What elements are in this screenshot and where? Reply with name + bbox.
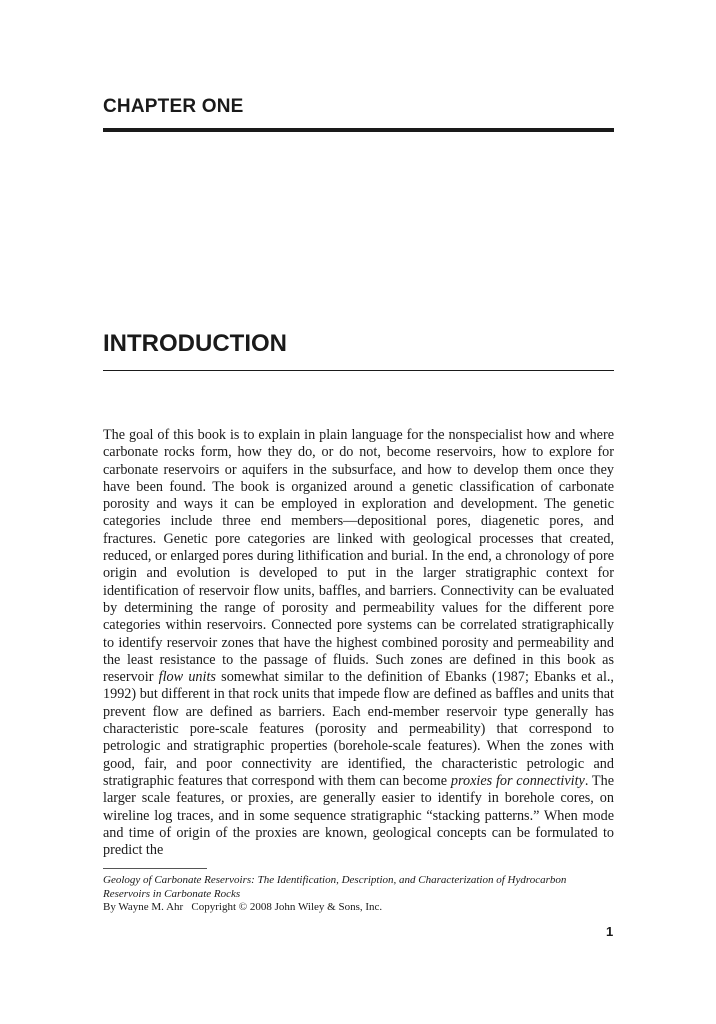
footnote [103, 874, 614, 915]
chapter-title: INTRODUCTION [103, 330, 287, 357]
footnote-book-title: Geology of Carbonate Reservoirs: The Identification, Description, and Characterization of Hydrocarbon Reservoirs in Carbonate Rocks [103, 874, 567, 900]
term-flow-units: flow units [158, 669, 216, 686]
term-proxies-for-connectivity: proxies for connectivity [450, 772, 585, 789]
footnote-credit: By Wayne M. Ahr Copyright © 2008 John Wiley & Sons, Inc. [103, 901, 383, 913]
page-number: 1 [606, 924, 614, 939]
body-text-part-2: somewhat similar to the definition of Ebanks (1987; Ebanks et al., 1992) but different in that rock units that impede flow are defined as baffles and units that prevent flow are defined as barriers. Each end-member reservoir type generally has characteristic pore-scale features (porosity and permeability) that correspond to petrologic and stratigraphic properties (borehole-scale features). When the zones with good, fair, and poor connectivity are identified, the characteristic petrologic and stratigraphic features that correspond with them can become [103, 669, 614, 789]
body-text-part-1: The goal of this book is to explain in plain language for the nonspecialist how and where carbonate rocks form, how they do, or do not, become reservoirs, how to explore for carbonate reservoirs or aquifers in the subsurface, and how to develop them once they have been found. The book is organized around a genetic classification of carbonate porosity and ways it can be employed in exploration and development. The genetic categories include three end members—depositional pores, diagenetic pores, and fractures. Genetic pore categories are linked with geological processes that created, reduced, or enlarged pores during lithification and burial. In the end, a chronology of pore origin and evolution is developed to put in the larger stratigraphic context for identification of reservoir flow units, baffles, and barriers. Connectivity can be evaluated by determining the range of porosity and permeability values for the different pore categories within reservoirs. Connected pore systems can be correlated stratigraphically to identify reservoir zones that have the highest combined porosity and permeability and the least resistance to the passage of fluids. Such zones are defined in this book as reservoir [103, 427, 614, 686]
body-text-part-3: . The larger scale features, or proxies, are generally easier to identify in borehole cores, on wireline log traces, and in some sequence stratigraphic “stacking patterns.” When mode and time of origin of the proxies are known, geological concepts can be formulated to predict the [103, 772, 614, 859]
chapter-divider [103, 128, 614, 132]
chapter-label: CHAPTER ONE [103, 96, 244, 117]
body-paragraph [103, 427, 614, 859]
footnote-divider [103, 868, 207, 869]
title-divider [103, 370, 614, 371]
